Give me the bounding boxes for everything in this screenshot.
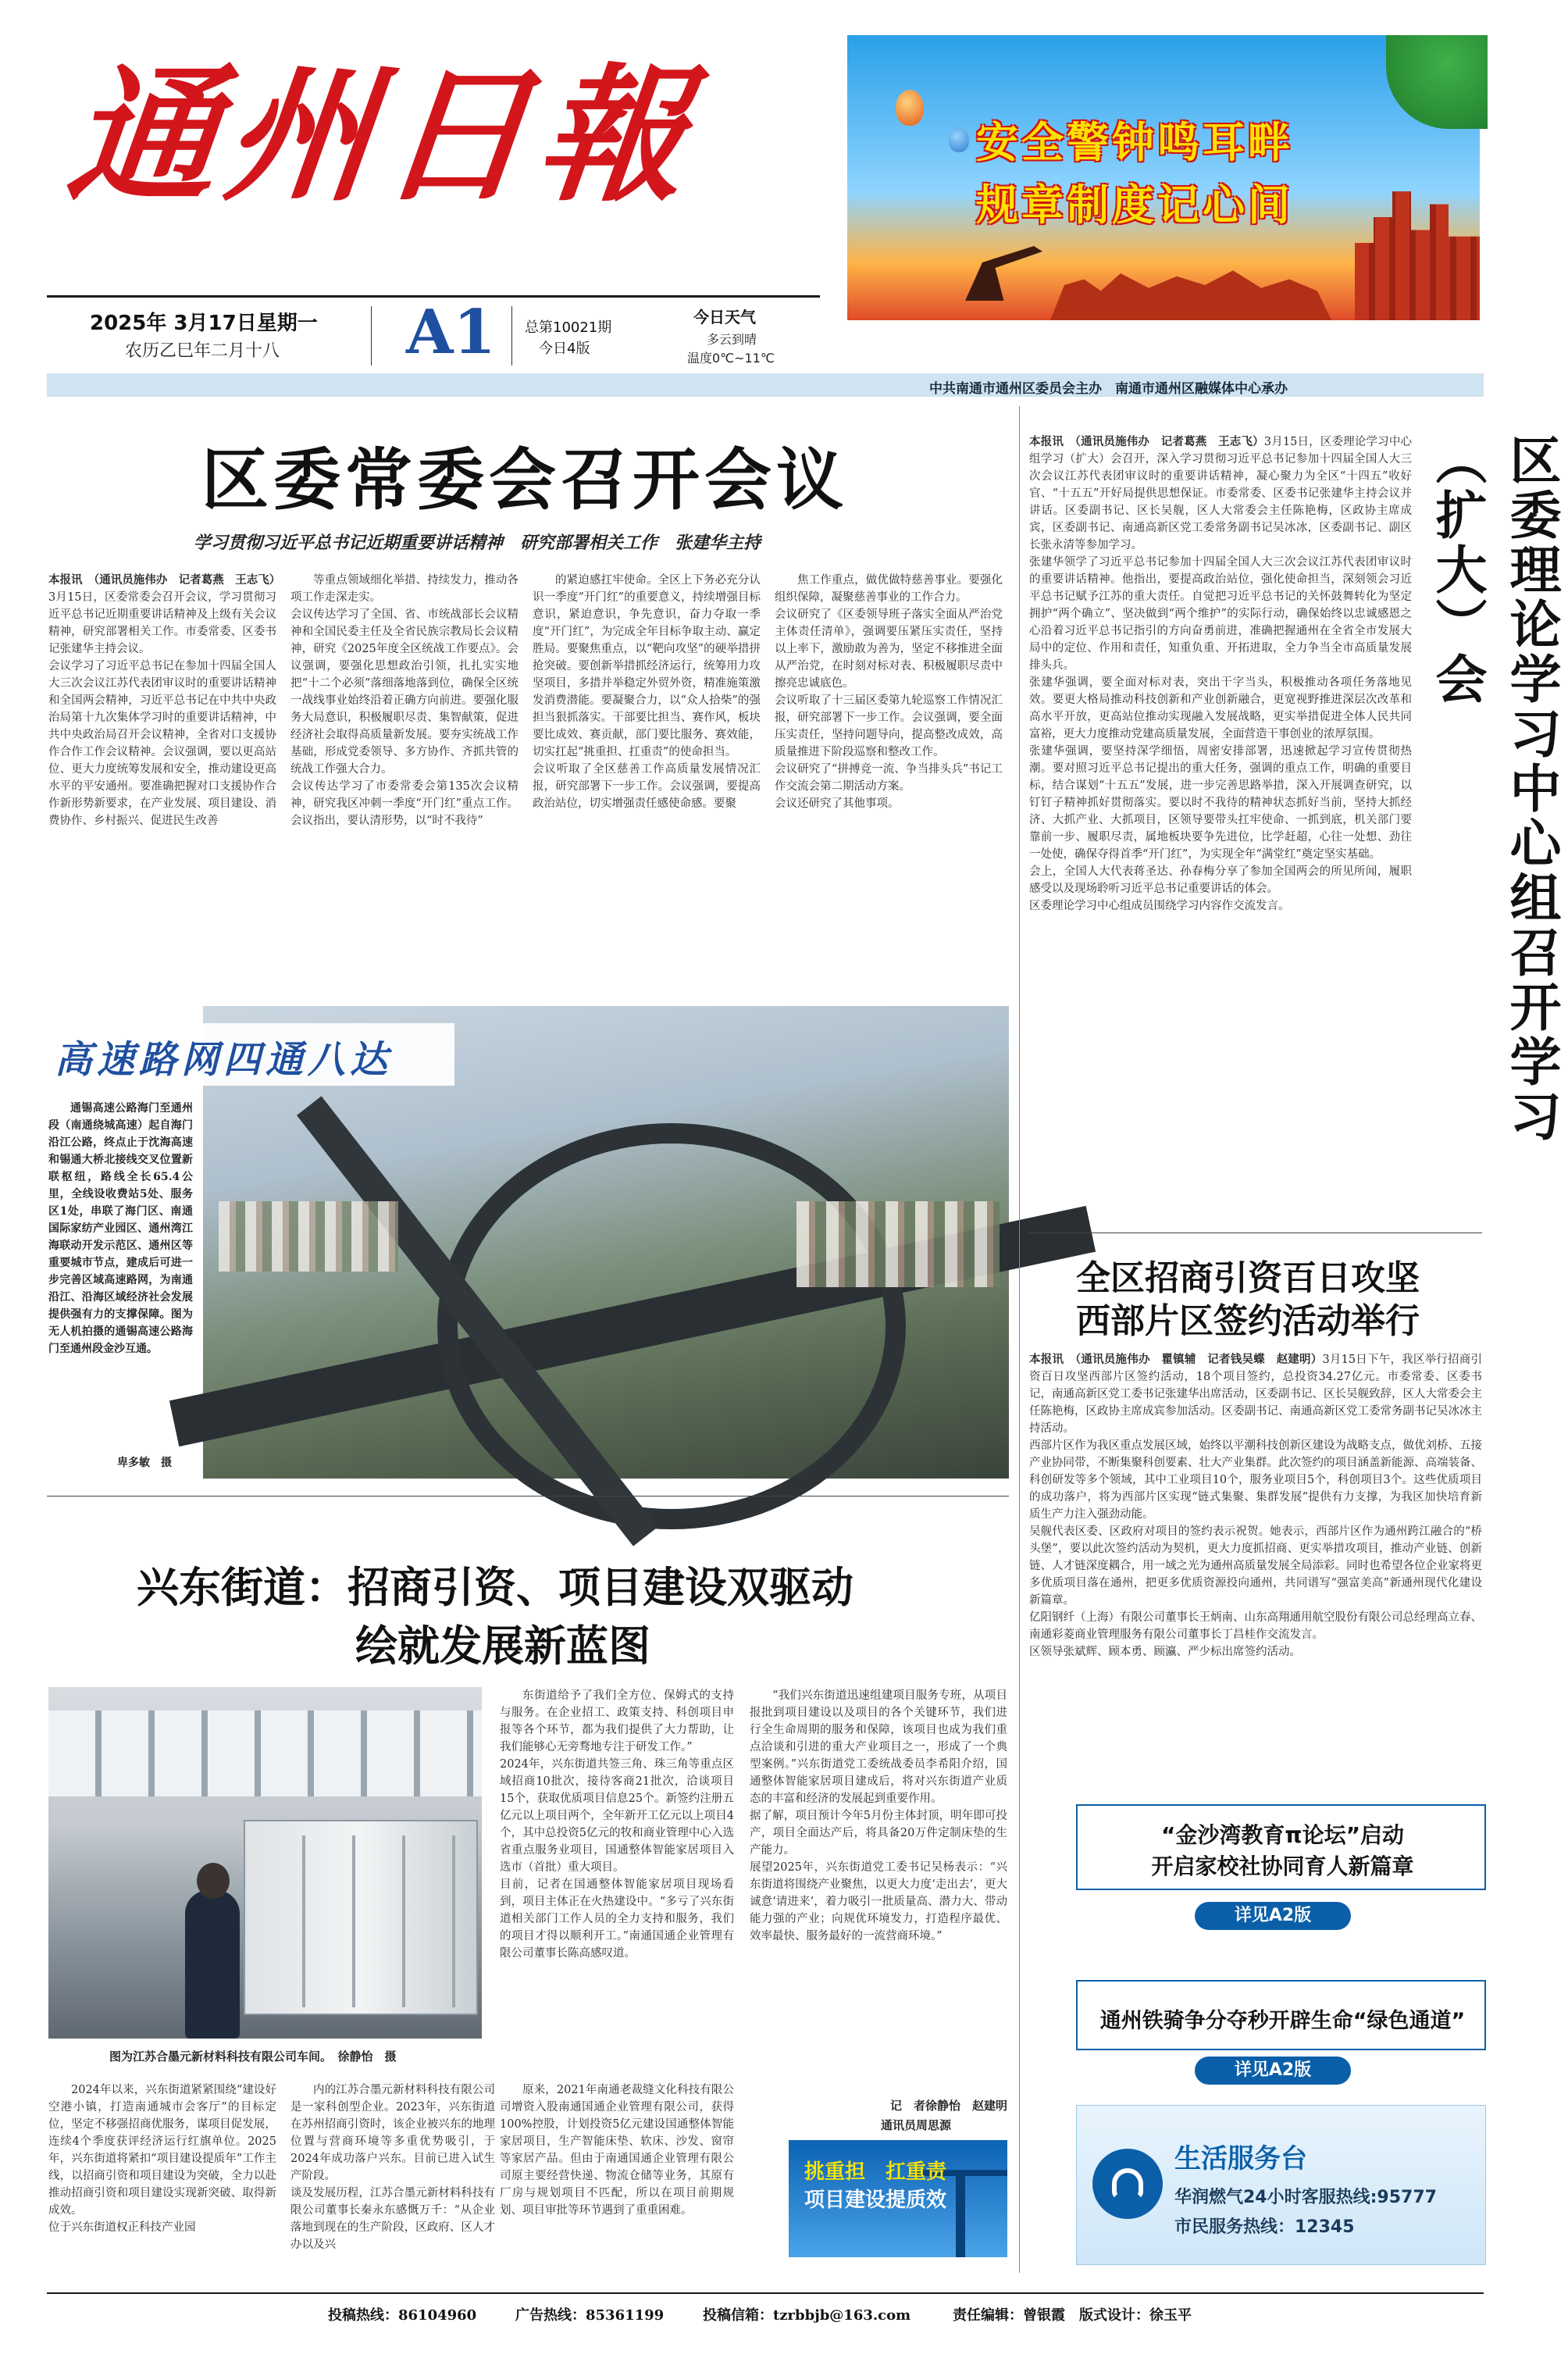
promo-education-line-1: “金沙湾教育π论坛”启动 xyxy=(1161,1822,1404,1848)
right-story-text: 3月15日，区委理论学习中心组学习（扩大）会召开，深入学习贯彻习近平总书记参加十四届全国人大三次会议江苏代表团审议时的重要讲话精神，凝心聚力为全区“十四五”收好官、“十五五”开好局提供思想保证。市委常委、区委书记张建华主持会议并讲话。区委副书记、区长吴舰，区人大常委会主任陈艳梅，区政协主席成宾，区委副书记、南通高新区党工委常务副书记吴冰冰，区委副书记、副区长张永清等参加学习。 张建华领学了习近平总书记参加十四届全国人大三次会议江苏代表团审议时的重要讲话精神。他指出，要提高政治站位，强化使命担当，深刻领会习近平总书记赋予江苏的重大责任。自觉把习近平总书记的关怀鼓舞转化为坚定拥护“两个确立”、坚决做到“两个维护”的实际行动，确保始终以忠诚感恩之心沿着习近平总书记指引的方向奋勇前进，准确把握通州在全省全市发展大局中的定位、作用和责任，知重负重、开拓进取，全力争当全市高质量发展排头兵。 张建华强调，要全面对标对表，突出干字当头，积极推动各项任务落地见效。要更大格局推动科技创新和产业创新融合，更宽视野推进深层次改革和高水平开放，更高站位推动实现融入发展战略，更实举措促进全体人民共同富裕，更大力度推动党建高质量发展，全面营造干事创业的浓厚氛围。 张建华强调，要坚持深学细悟，周密安排部署，迅速掀起学习宣传贯彻热潮。要对照习近平总书记提出的重大任务，强调的重点工作，明确的重要目标，结合谋划“十五五”发展，进一步完善思路举措，深入开展调查研究，以钉钉子精神抓好贯彻落实。要以时不我待的精神状态抓好当前，坚持大抓经济、大抓产业、大抓项目，区领导要带头扛牢使命、一抓到底，机关部门要靠前一步、履职尽责，属地板块要争先进位，比学赶超，心往一处想、劲往一处使，确保夺得首季“开门红”，为实现全年“满堂红”奠定坚实基础。 会上，全国人大代表蒋圣达、孙春梅分享了参加全国两会的所见所闻，履职感受以及现场聆听习近平总书记重要讲话的体会。 区委理论学习中心组成员围绕学习内容作交流发言。 xyxy=(1029,436,1412,912)
highway-credit: 卑多敏 摄 xyxy=(117,1457,172,1469)
lead-headline: 区委常委会召开会议 xyxy=(201,441,848,519)
xingdong-column-4: “我们兴东街道迅速组建项目服务专班，从项目报批到项目建设以及项目的各个关键环节，我们进行全生命周期的服务和保障，该项目也成为我们重点洽谈和引进的重大产业项目之一，形成了一个典型案例。”兴东街道党工委统战委员李希阳介绍，国通整体智能家居项目建成后，将对兴东街道产业质态的丰富和经济的发展起到重要作用。 据了解，项目预计今年5月份主体封顶，明年即可投产，项目全面达产后，将具备20万件定制床垫的生产能力。 展望2025年，兴东街道党工委书记吴杨表示：“兴东街道将围绕产业聚焦，以更大力度‘走出去’，更大诚意‘请进来’，着力吸引一批质量高、潜力大、带动能力强的产业；向规优环境发力，打造程序最优、效率最快、服务最好的一流营商环境。” xyxy=(750,1689,1007,1942)
right-story-byline: 本报讯 （通讯员施伟办 记者葛燕 王志飞） xyxy=(1029,435,1264,448)
factory-worker-head xyxy=(197,1863,230,1899)
xingdong-correspondent: 通讯员周思源 xyxy=(881,2118,952,2132)
lead-column-1 xyxy=(48,572,281,1009)
banner-oil-pump-icon xyxy=(957,246,1042,301)
banner-line-2: 规章制度记心间 xyxy=(976,180,1293,230)
weather-temperature: 温度0℃~11℃ xyxy=(687,351,775,366)
xingdong-reporter: 记 者徐静怡 赵建明 xyxy=(890,2099,1008,2113)
xingdong-column-2: 内的江苏合墨元新材料科技有限公司是一家科创型企业。2023年，兴东街道在苏州招商引资时，该企业被兴东的地理位置与营商环境等多重优势吸引，于2024年成功落户兴东。目前已进入试生产阶段。 谈及发展历程，江苏合墨元新材料科技有限公司董事长秦永东感慨万千：“从企业落地到现在的生产阶段，区政府、区人才办以及兴 xyxy=(290,2084,495,2251)
banner-city-skyline xyxy=(1355,191,1480,320)
safety-banner-ad xyxy=(847,35,1480,320)
right-story-body xyxy=(1029,433,1412,1221)
date-line: 2025年 3月17日星期一 xyxy=(90,312,318,335)
promo-rescue-tag[interactable]: 详见A2版 xyxy=(1195,2057,1351,2085)
service-phone-handset-icon xyxy=(1112,2168,1143,2199)
weather-title: 今日天气 xyxy=(693,308,756,326)
page-code: A1 xyxy=(406,297,496,368)
xingdong-column-3: 东街道给予了我们全方位、保姆式的支持与服务。在企业招工、政策支持、科创项目申报等各个环节，都为我们提供了大力帮助，让我们能够心无旁骛地专注于研发工作。” 2024年，兴东街道共签三角、珠三角等重点区域招商10批次，接待客商21批次，洽谈项目15个，获取优质项目信息25个。新签约注册五亿元以上项目两个，全年新开工亿元以上项目4个，其中总投资5亿元的牧和商业管理中心入选省重点服务业项目，国通整体智能家居项目入选市（首批）重大项目。 目前，记者在国通整体智能家居项目现场看到，项目主体正在火热建设中。“多亏了兴东街道相关部门工作人员的全力支持和服务，我们的项目才得以顺利开工。”南通国通企业管理有限公司董事长陈高感叹道。 xyxy=(500,1689,734,1960)
promo-rescue-line: 通州铁骑争分夺秒开辟生命“绿色通道” xyxy=(1099,2009,1466,2033)
lead-column-4: 焦工作重点，做优做特慈善事业。要强化组织保障，凝聚慈善事业的工作合力。 会议研究了《区委领导班子落实全面从严治党主体责任清单》，强调要压紧压实责任，坚持以上率下，激励敢为善为，坚定不移推进全面从严治党，在时刻对标对表、积极履职尽责中擦亮忠诚底色。 会议听取了十三届区委第九轮巡察工作情况汇报，研究部署下一步工作。会议强调，要全面压实责任，坚持问题导向，提高整改成效，高质量推进下阶段巡察和整改工作。 会议研究了“拼搏竞一流、争当排头兵”书记工作交流会第二期活动方案。 会议还研究了其他事项。 xyxy=(775,574,1003,810)
promo-box-rescue[interactable] xyxy=(1076,1980,1486,2050)
factory-window-row xyxy=(48,1711,482,1796)
xingdong-headline-1: 兴东街道：招商引资、项目建设双驱动 xyxy=(137,1562,853,1612)
banner-workers-silhouette xyxy=(1050,262,1331,320)
investment-byline: 本报讯 （通讯员施伟办 瞿镇辅 记者钱吴蝶 赵建明） xyxy=(1029,1353,1323,1366)
factory-photo-caption: 图为江苏合墨元新材料科技有限公司车间。 徐静怡 摄 xyxy=(109,2049,397,2064)
right-column-divider xyxy=(1019,406,1020,2273)
weather-description: 多云到晴 xyxy=(707,332,757,347)
lead-subhead: 学习贯彻习近平总书记近期重要讲话精神 研究部署相关工作 张建华主持 xyxy=(194,533,761,553)
investment-headline-1: 全区招商引资百日攻坚 xyxy=(1076,1258,1420,1298)
newspaper-title: 通州日報 xyxy=(61,49,704,222)
project-slogan-box xyxy=(789,2140,1007,2257)
xingdong-column-5: 原来，2021年南通老裁缝文化科技有限公司增资入股南通国通企业管理有限公司，获得100%控股，计划投资5亿元建设国通整体智能家居项目，生产智能床垫、软床、沙发、窗帘等家居产品。但由于南通国通企业管理有限公司原主要经营快递、物流仓储等业务，其原有厂房与规划项目不匹配，所以在项目前期规划、项目审批等环节遇到了重重困难。 xyxy=(500,2084,734,2217)
banner-hot-air-balloon-small-icon xyxy=(949,127,969,152)
highway-caption: 通锡高速公路海门至通州段（南通绕城高速）起自海门沿江公路，终点止于沈海高速和锡通大桥北接线交叉位置新联枢纽，路线全长65.4公里，全线设收费站5处、服务区1处，串联了海门区、南通国际家纺产业园区、通州湾江海联动开发示范区、通州区等重要城市节点，建成后可进一步完善区域高速路网，为南通沿江、沿海区域经济社会发展提供强有力的支撑保障。图为无人机拍摄的通锡高速公路海门至通州段金沙互通。 xyxy=(48,1102,193,1355)
footer-mailbox: 投稿信箱：tzrbbjb@163.com xyxy=(703,2307,911,2324)
banner-tree-decoration xyxy=(1386,35,1488,129)
slogan-line-2: 项目建设提质效 xyxy=(804,2189,947,2212)
footer-editor: 责任编辑：曾银霞 版式设计：徐玉平 xyxy=(953,2307,1192,2324)
slogan-line-1: 挑重担 扛重责 xyxy=(804,2160,947,2184)
promo-box-education[interactable] xyxy=(1076,1804,1486,1890)
highway-village-houses-right xyxy=(796,1201,1000,1287)
service-gas-hotline: 华润燃气24小时客服热线:95777 xyxy=(1174,2188,1437,2207)
footer-ad-hotline: 广告热线：85361199 xyxy=(515,2307,665,2324)
footer-tip-hotline: 投稿热线：86104960 xyxy=(328,2307,477,2324)
lead-col1-text: 3月15日，区委常委会召开会议，学习贯彻习近平总书记近期重要讲话精神及上级有关会议精神，研究部署相关工作。市委常委、区委书记张建华主持会议。 会议学习了习近平总书记在参加十四届全国人大三次会议江苏代表团审议时的重要讲话精神和全国两会精神，习近平总书记在中共中央政治局第十九次集体学习时的重要讲话精神，中共中央政治局召开会议精神，全省对口支援协作合作工作会议精神。会议强调，要以更高站位、更大力度统筹发展和安全，推动建设更高水平的平安通州。要准确把握对口支援协作合作新形势新要求，在产业发展、项目建设、消费协作、乡村振兴、促进民生改善 xyxy=(48,591,276,827)
investment-text: 3月15日下午，我区举行招商引资百日攻坚西部片区签约活动，18个项目签约，总投资34.27亿元。市委常委、区委书记，南通高新区党工委书记张建华出席活动，区委副书记、区长吴舰致辞，区人大常委会主任陈艳梅，区政协主席成宾参加活动。区委副书记、南通高新区党工委常务副书记吴冰冰主持活动。 西部片区作为我区重点发展区域，始终以平潮科技创新区建设为战略支点，做优刘桥、五接产业协同带，不断集聚科创要素、壮大产业集群。此次签约的项目涵盖新能源、高端装备、科创研发等多个领域，其中工业项目10个，服务业项目5个，科创项目3个。这些优质项目的成功落户，将为西部片区实现“链式集聚、集群发展”提供有力支撑，为我区加快培育新质生产力注入强劲动能。 吴舰代表区委、区政府对项目的签约表示祝贺。她表示，西部片区作为通州跨江融合的“桥头堡”，要以此次签约活动为契机，更大力度抓招商、更实举措攻项目，推动产业链、创新链、人才链深度耦合，用一域之光为通州高质量发展全局添彩。同时也希望各位企业家将更多优质项目落在通州，把更多优质资源投向通州，共同谱写“强富美高”新通州现代化建设新篇章。 亿阳钢纤（上海）有限公司董事长王炳南、山东高翔通用航空股份有限公司总经理高立春、南通彩菱商业管理服务有限公司董事长丁昌桂作交流发言。 区领导张斌辉、顾本勇、顾瀛、严少标出席签约活动。 xyxy=(1029,1354,1482,1658)
right-story-headline: 区委理论学习中心组召开学习（扩大）会 xyxy=(1427,433,1561,1144)
banner-line-1: 安全警钟鸣耳畔 xyxy=(976,118,1293,167)
xingdong-column-1: 2024年以来，兴东街道紧紧围绕“建设好空港小镇，打造南通城市会客厅”的目标定位，坚定不移强招商优服务，谋项目促发展，连续4个季度获评经济运行红旗单位。2025年，兴东街道将紧扣“项目建设提质年”工作主线，以招商引资和项目建设为突破，全力以赴推动招商引资和项目建设实现新突破、取得新成效。 位于兴东街道权正科技产业园 xyxy=(48,2084,276,2234)
highway-title: 高速路网四通八达 xyxy=(55,1038,393,1082)
service-title: 生活服务台 xyxy=(1174,2143,1307,2174)
lunar-date: 农历乙巳年二月十八 xyxy=(125,341,280,361)
issue-number: 总第10021期 xyxy=(525,319,612,336)
promo-education-line-2: 开启家校社协同育人新篇章 xyxy=(1151,1853,1414,1879)
masthead-divider-2 xyxy=(511,306,512,366)
pages-today: 今日4版 xyxy=(539,341,590,357)
factory-machine-panels xyxy=(255,1835,466,2007)
highway-ramp-curve xyxy=(437,1123,906,1529)
sponsor-line: 中共南通市通州区委员会主办 南通市通州区融媒体中心承办 xyxy=(929,381,1288,397)
banner-hot-air-balloon-icon xyxy=(896,90,924,126)
promo-education-tag[interactable]: 详见A2版 xyxy=(1195,1902,1351,1930)
factory-worker-figure xyxy=(185,1890,240,2039)
life-service-box xyxy=(1076,2105,1486,2265)
service-citizen-hotline: 市民服务热线：12345 xyxy=(1174,2217,1355,2237)
factory-workshop-photo xyxy=(48,1687,482,2039)
masthead-divider-1 xyxy=(371,306,372,366)
highway-village-houses xyxy=(219,1201,398,1272)
lead-column-3: 的紧迫感扛牢使命。全区上下务必充分认识一季度“开门红”的重要意义，持续增强目标意识，紧迫意识，争先意识，奋力夺取一季度“开门红”，为完成全年目标争取主动、赢定胜局。要聚焦重点，以“靶向攻坚”的硬举措拼抢突破。要创新举措抓经济运行，统筹用力攻坚项目，多措并举稳定外贸外资，精准施策激发消费潜能。要凝聚合力，以“众人拾柴”的强担当狠抓落实。干部要比担当、赛作风，板块要比成效、赛贡献，部门要比服务、赛效能，切实扛起“挑重担、扛重责”的使命担当。 会议听取了全区慈善工作高质量发展情况汇报，研究部署下一步工作。会议强调，要提高政治站位，切实增强责任感使命感。要聚 xyxy=(533,574,761,810)
masthead xyxy=(47,31,812,289)
investment-headline-2: 西部片区签约活动举行 xyxy=(1076,1301,1420,1341)
lead-column-2: 等重点领域细化举措、持续发力，推动各项工作走深走实。 会议传达学习了全国、省、市统战部长会议精神和全国民委主任及全省民族宗教局长会议精神，研究《2025年度全区统战工作要点》。会议强调，要强化思想政治引领，扎扎实实地把“十二个必须”落细落地落到位，确保全区统一战线事业始终沿着正确方向前进。要强化服务大局意识，积极履职尽责、集智献策，促进经济社会取得高质量新发展。要夯实统战工作基础，形成党委领导、多方协作、齐抓共管的统战工作强大合力。 会议传达学习了市委常委会第135次会议精神，研究我区冲刺一季度“开门红”重点工作。会议指出，要认清形势，以“时不我待” xyxy=(290,574,519,827)
xingdong-headline-2: 绘就发展新蓝图 xyxy=(355,1621,650,1671)
lead-byline: 本报讯 （通讯员施伟办 记者葛燕 王志飞） xyxy=(48,573,281,587)
investment-body xyxy=(1029,1351,1482,1769)
